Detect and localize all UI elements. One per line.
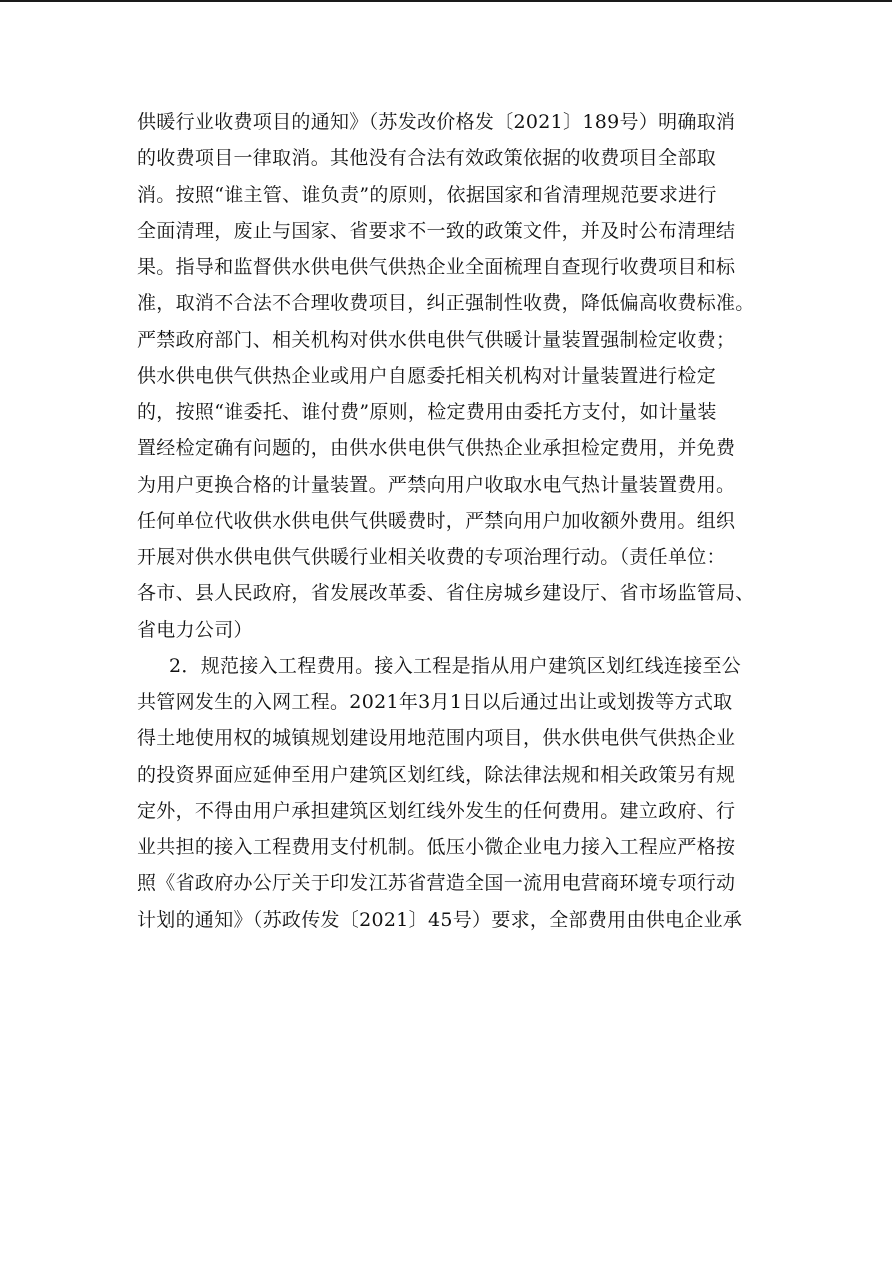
text-line: 的投资界面应延伸至用户建筑区划红线，除法律法规和相关政策另有规 [137,763,736,786]
text-line: 准，取消不合法不合理收费项目，纠正强制性收费，降低偏高收费标准。 [137,292,755,315]
text-line: 为用户更换合格的计量装置。严禁向用户收取水电气热计量装置费用。 [137,473,736,496]
text-line: 共管网发生的入网工程。2021年3月1日以后通过出让或划拨等方式取 [137,691,733,713]
text-line: 供暖行业收费项目的通知》（苏发改价格发〔2021〕189号）明确取消 [137,111,736,133]
section-heading-line: 2．规范接入工程费用。接入工程是指从用户建筑区划红线连接至公 [169,654,742,677]
text-line: 严禁政府部门、相关机构对供水供电供气供暖计量装置强制检定收费； [137,328,736,351]
text-line: 置经检定确有问题的，由供水供电供气供热企业承担检定费用，并免费 [137,437,736,460]
text-line: 的收费项目一律取消。其他没有合法有效政策依据的收费项目全部取 [137,147,717,170]
text-line: 省电力公司） [137,618,253,641]
text-line: 照《省政府办公厅关于印发江苏省营造全国一流用电营商环境专项行动 [137,872,736,895]
text-line: 得土地使用权的城镇规划建设用地范围内项目，供水供电供气供热企业 [137,727,736,750]
text-line: 的，按照“谁委托、谁付费”原则，检定费用由委托方支付，如计量装 [137,401,717,423]
text-line: 开展对供水供电供气供暖行业相关收费的专项治理行动。（责任单位： [137,546,726,568]
text-line: 全面清理，废止与国家、省要求不一致的政策文件，并及时公布清理结 [137,219,736,242]
text-line: 业共担的接入工程费用支付机制。低压小微企业电力接入工程应严格按 [137,836,736,858]
text-line: 定外，不得由用户承担建筑区划红线外发生的任何费用。建立政府、行 [137,799,736,822]
document-page [137,104,762,938]
text-line: 供水供电供气供热企业或用户自愿委托相关机构对计量装置进行检定 [137,364,717,387]
text-line: 果。指导和监督供水供电供气供热企业全面梳理自查现行收费项目和标 [137,256,736,278]
text-line: 各市、县人民政府，省发展改革委、省住房城乡建设厅、省市场监管局、 [137,582,755,605]
text-line: 消。按照“谁主管、谁负责”的原则，依据国家和省清理规范要求进行 [137,183,717,206]
page-top-border [0,0,892,2]
text-line: 任何单位代收供水供电供气供暖费时，严禁向用户加收额外费用。组织 [137,509,736,532]
text-line: 计划的通知》（苏政传发〔2021〕45号）要求，全部费用由供电企业承 [137,908,743,931]
